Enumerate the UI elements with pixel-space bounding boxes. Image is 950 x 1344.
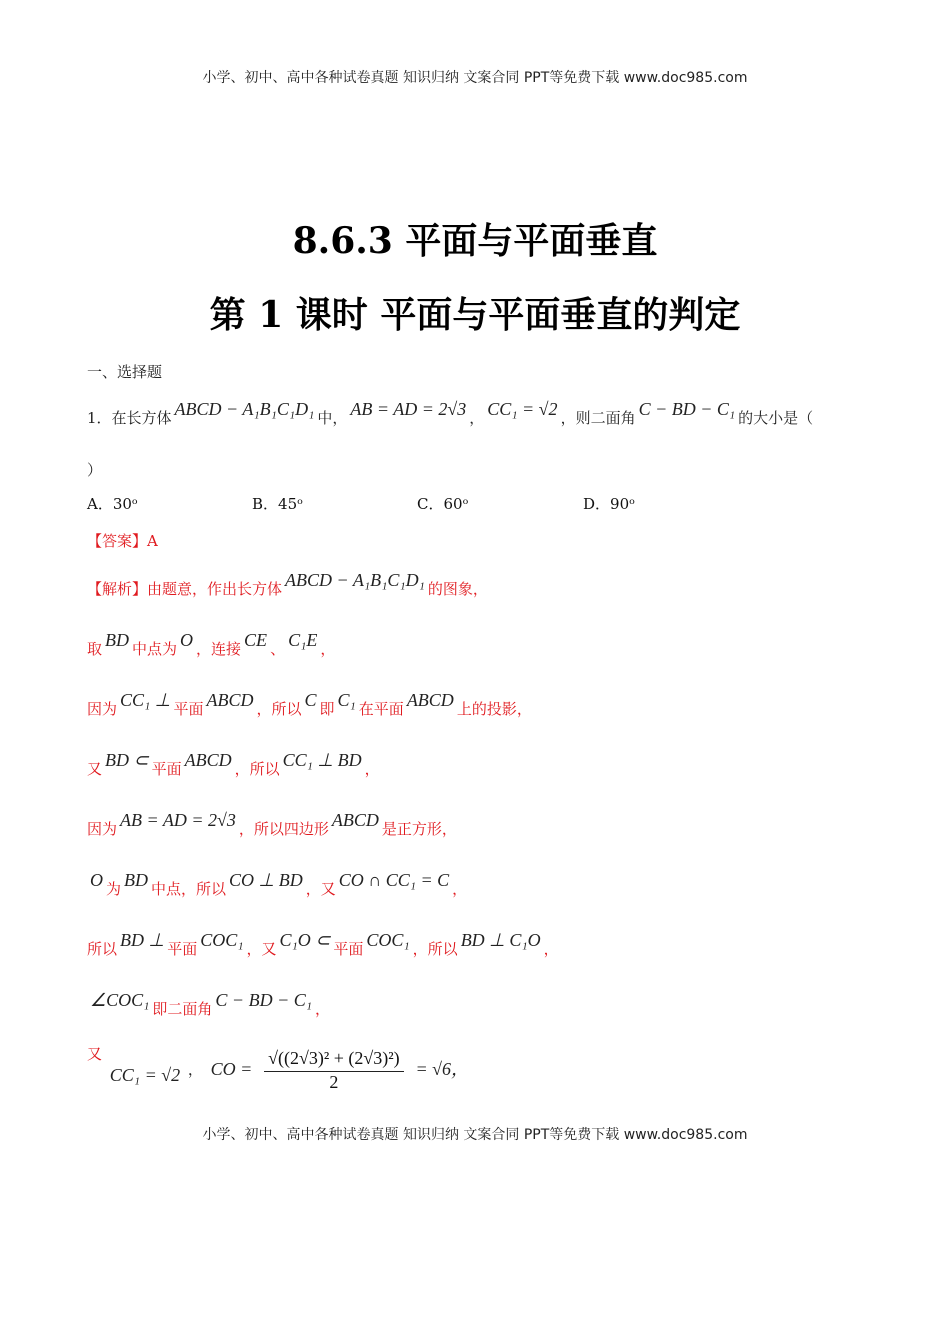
math-expression: O [90, 870, 103, 890]
option-d: D．90ᵒ [583, 495, 635, 513]
text: 为 [106, 880, 122, 898]
math-expression: CO ⊥ BD [229, 870, 303, 890]
fraction [264, 1048, 404, 1093]
solution-line-5 [87, 810, 457, 839]
text: 在平面 [358, 700, 404, 718]
text: 因为 [87, 700, 118, 718]
question-1 [87, 399, 814, 428]
text: 、 [270, 640, 286, 658]
text: 即 [319, 700, 335, 718]
text: ，所以 [412, 940, 458, 958]
text: ，所以四边形 [238, 820, 329, 838]
text: ，所以 [256, 700, 302, 718]
option-a: A．30ᵒ [87, 495, 138, 513]
math-expression: BD ⊥ [120, 930, 165, 950]
math-expression: AB = AD = 2√3 [120, 810, 236, 830]
math-expression: C − BD − C₁ [638, 399, 736, 419]
math-expression: O [180, 630, 194, 650]
text: ，所以 [234, 760, 280, 778]
text: 1．在长方体 [87, 409, 172, 427]
math-expression: COC₁ [366, 930, 410, 950]
math-expression: BD [105, 630, 130, 650]
text: ，又 [305, 880, 336, 898]
math-expression: CE [244, 630, 268, 650]
math-expression: CC₁ ⊥ BD [282, 750, 362, 770]
text: ，则二面角 [560, 409, 636, 427]
math: = √6， [415, 1058, 469, 1079]
text: 平面 [173, 700, 204, 718]
solution-line-9 [87, 1044, 472, 1093]
question-close: ） [87, 461, 103, 479]
math: CO = [210, 1058, 253, 1079]
text: ， [364, 760, 380, 778]
text: ， [320, 640, 336, 658]
text: 上的投影， [456, 700, 532, 718]
math-expression: C₁E [288, 630, 318, 650]
text: 中点，所以 [151, 880, 227, 898]
text: 又 [87, 1044, 103, 1063]
text: ， [314, 1000, 330, 1018]
title-lesson: 第 1 课时 平面与平面垂直的判定 [209, 294, 741, 336]
text: 中， [317, 409, 348, 427]
math-expression: CC₁ ⊥ [120, 690, 171, 710]
math-expression: BD [124, 870, 149, 890]
math-expression: ABCD [206, 690, 254, 710]
section-heading: 一、选择题 [87, 363, 163, 381]
math-expression: ABCD [331, 810, 379, 830]
numerator: √((2√3)² + (2√3)²) [264, 1048, 404, 1072]
solution-line-8 [87, 990, 330, 1019]
math-expression: AB = AD = 2√3 [350, 399, 467, 419]
option-b: B．45ᵒ [252, 495, 303, 513]
text: 所以 [87, 940, 118, 958]
text: 【解析】由题意，作出长方体 [87, 580, 283, 598]
math-expression: ABCD − A₁B₁C₁D₁ [174, 399, 315, 419]
answer-label: 【答案】A [87, 532, 158, 550]
text: 又 [87, 760, 103, 778]
math-expression: CO ∩ CC₁ = C [338, 870, 450, 890]
text: 是正方形， [381, 820, 457, 838]
math-expression: ∠COC₁ [90, 990, 150, 1010]
page-header: 小学、初中、高中各种试卷真题 知识归纳 文案合同 PPT等免费下载 www.doc985.com [202, 70, 748, 86]
text: 即二面角 [152, 1000, 213, 1018]
text: ， [187, 1060, 203, 1079]
math-expression: C − BD − C₁ [215, 990, 312, 1010]
solution-line-3 [87, 690, 532, 719]
solution-line-4 [87, 750, 380, 779]
text: 因为 [87, 820, 118, 838]
math-expression: C₁ [337, 690, 356, 710]
solution-line-1 [87, 570, 488, 599]
math: CC₁ = √2 [109, 1064, 181, 1085]
denominator: 2 [329, 1072, 339, 1092]
text: ， [543, 940, 559, 958]
text: 平面 [151, 760, 182, 778]
text: 的图象， [427, 580, 488, 598]
text: 平面 [333, 940, 364, 958]
math-expression: ABCD [406, 690, 454, 710]
math-expression: BD ⊂ [105, 750, 149, 770]
solution-line-7 [87, 930, 559, 959]
page-footer: 小学、初中、高中各种试卷真题 知识归纳 文案合同 PPT等免费下载 www.doc985.com [202, 1127, 748, 1143]
math-expression: BD ⊥ C₁O [460, 930, 541, 950]
text: ，又 [246, 940, 277, 958]
solution-line-6 [87, 870, 468, 899]
math-expression: ABCD − A₁B₁C₁D₁ [285, 570, 425, 590]
text: 的大小是（ [738, 409, 814, 427]
solution-line-2 [87, 630, 336, 659]
text: ， [452, 880, 468, 898]
text: 中点为 [132, 640, 178, 658]
math-expression: C₁O ⊂ [279, 930, 331, 950]
math-expression: ABCD [184, 750, 232, 770]
math-expression: CC₁ = √2 [487, 399, 558, 419]
math-expression: C [304, 690, 317, 710]
text: ，连接 [196, 640, 242, 658]
option-c: C．60ᵒ [417, 495, 469, 513]
text: ， [469, 409, 485, 427]
text: 取 [87, 640, 103, 658]
title-main: 8.6.3 平面与平面垂直 [292, 220, 658, 262]
math-expression: COC₁ [200, 930, 244, 950]
text: 平面 [167, 940, 198, 958]
